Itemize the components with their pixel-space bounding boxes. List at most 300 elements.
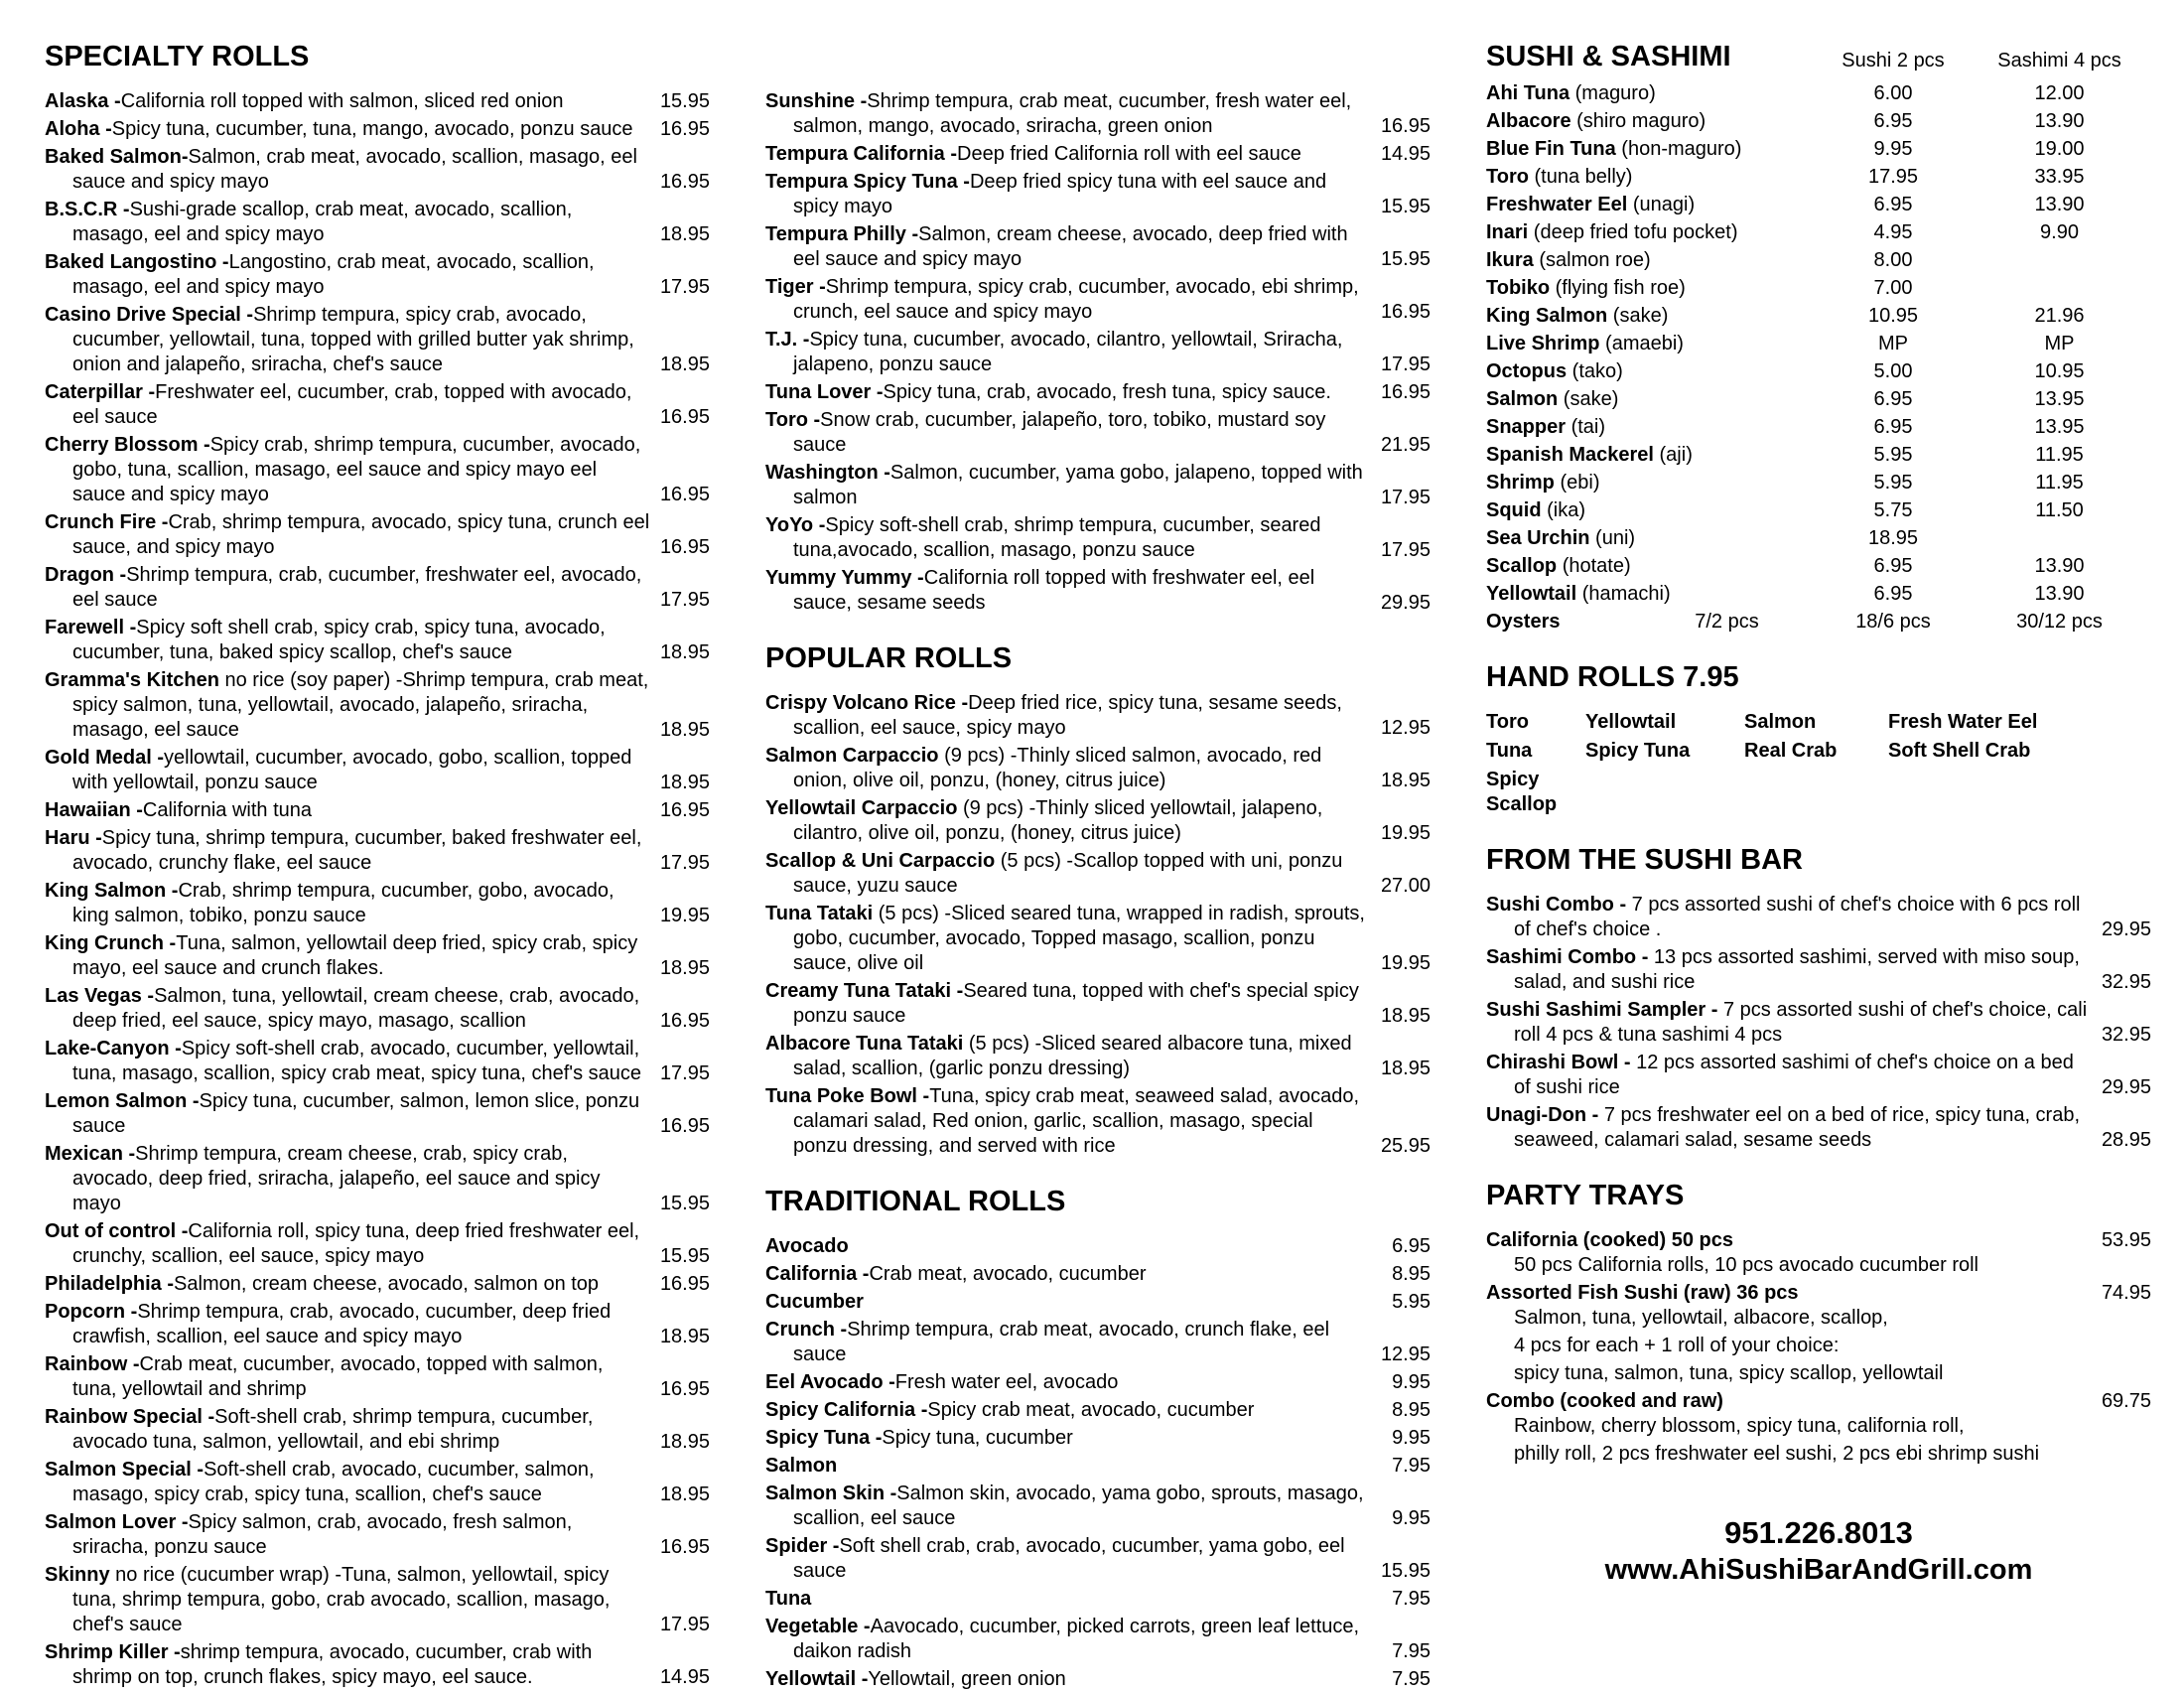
item-name: Yellowtail - [765, 1668, 869, 1690]
sashimi-price: 13.90 [2034, 194, 2085, 215]
sashimi-price: 11.50 [2035, 499, 2084, 521]
item-price: 8.95 [1392, 1399, 1431, 1421]
item-text: Out of control -California roll, spicy tuna, deep fried freshwater eel, crunchy, scallion, eel sauce, spicy mayo [45, 1220, 640, 1267]
item-price: 19.95 [1380, 952, 1431, 974]
item-price: 9.95 [1392, 1427, 1431, 1449]
hand-roll-item: Fresh Water Eel [1888, 711, 2038, 733]
menu-item [45, 1037, 710, 1086]
menu-item [45, 1219, 710, 1269]
item-name: Sushi Combo - [1486, 894, 1632, 916]
item-price: 29.95 [2101, 918, 2151, 940]
item-text: Spicy California -Spicy crab meat, avocado, cucumber [765, 1399, 1255, 1421]
menu-item [45, 798, 710, 823]
item-name: Tiger - [765, 276, 826, 298]
item-description-line: Rainbow, cherry blossom, spicy tuna, california roll, [1514, 1415, 1965, 1437]
menu-item [45, 1563, 710, 1637]
item-text: Haru -Spicy tuna, shrimp tempura, cucumber, baked freshwater eel, avocado, crunchy flake, eel sauce [45, 827, 642, 874]
item-price: 17.95 [1380, 487, 1431, 508]
item-name: California (cooked) 50 pcs [1486, 1229, 1733, 1251]
item-price: 14.95 [1380, 143, 1431, 165]
item-text: Baked Salmon-Salmon, crab meat, avocado, scallion, masago, eel sauce and spicy mayo [45, 146, 637, 193]
item-name-bold: Live Shrimp [1486, 333, 1600, 354]
item-name: Tempura California - [765, 143, 957, 165]
oysters-price-6pcs: 18/6 pcs [1855, 611, 1931, 633]
item-text: Rainbow Special -Soft-shell crab, shrimp tempura, cucumber, avocado tuna, salmon, yellowtail, and ebi shrimp [45, 1406, 594, 1453]
item-price: 15.95 [1380, 196, 1431, 217]
item-name-bold: Scallop [1486, 555, 1558, 577]
menu-item [45, 826, 710, 876]
item-price: 69.75 [2101, 1390, 2151, 1412]
item-name: Squid (ika) [1486, 499, 1585, 521]
item-text: Scallop & Uni Carpaccio (5 pcs) -Scallop topped with uni, ponzu sauce, yuzu sauce [765, 850, 1343, 897]
menu-item [45, 1352, 710, 1402]
item-price: 15.95 [1380, 1560, 1431, 1582]
menu-item [765, 1534, 1431, 1584]
menu-item [765, 902, 1431, 976]
menu-item [45, 198, 710, 247]
menu-item [765, 328, 1431, 377]
item-name: Combo (cooked and raw) [1486, 1390, 1723, 1412]
item-price: 16.95 [659, 1536, 710, 1558]
item-name-bold: Sea Urchin [1486, 527, 1590, 549]
item-price: 18.95 [659, 353, 710, 375]
sushi-sashimi-item [1486, 554, 2151, 579]
sashimi-price: 9.90 [2040, 221, 2079, 243]
item-price: 21.95 [1380, 434, 1431, 456]
item-name: Unagi-Don - [1486, 1104, 1604, 1126]
item-text: Tuna Lover -Spicy tuna, crab, avocado, fresh tuna, spicy sauce. [765, 381, 1331, 403]
item-text: T.J. -Spicy tuna, cucumber, avocado, cilantro, yellowtail, Sriracha, jalapeno, ponzu sauce [765, 329, 1343, 375]
item-name-bold: Squid [1486, 499, 1542, 521]
menu-item [45, 117, 710, 142]
website-url: www.AhiSushiBarAndGrill.com [1604, 1554, 2033, 1586]
sushi-price: 8.00 [1873, 249, 1913, 271]
menu-item [765, 461, 1431, 510]
item-name-bold: Shrimp [1486, 472, 1555, 494]
item-price: 25.95 [1380, 1135, 1431, 1157]
item-name: Blue Fin Tuna (hon-maguro) [1486, 138, 1742, 160]
item-name: Rainbow - [45, 1353, 140, 1375]
item-name-bold: Inari [1486, 221, 1529, 243]
item-name: Inari (deep fried tofu pocket) [1486, 221, 1738, 243]
hand-roll-item: Salmon [1744, 711, 1817, 733]
item-name: B.S.C.R - [45, 199, 130, 220]
sushi-sashimi-item [1486, 387, 2151, 412]
item-text: Mexican -Shrimp tempura, cream cheese, crab, spicy crab, avocado, deep fried, sriracha, jalapeño, eel sauce and spicy mayo [45, 1143, 601, 1214]
sushi-sashimi-item [1486, 81, 2151, 106]
menu-item [765, 744, 1431, 793]
item-text: Philadelphia -Salmon, cream cheese, avocado, salmon on top [45, 1273, 600, 1295]
item-price: 16.95 [659, 1273, 710, 1295]
item-name: Crunch Fire - [45, 511, 169, 533]
sushi-sashimi-header [1486, 40, 2151, 73]
item-price: 9.95 [1392, 1371, 1431, 1393]
sushi-price: 6.95 [1873, 416, 1913, 438]
item-name: Tuna Tataki [765, 903, 879, 924]
sashimi-price: 13.90 [2034, 583, 2085, 605]
item-name: Spanish Mackerel (aji) [1486, 444, 1693, 466]
menu-item [45, 145, 710, 195]
menu-item [765, 1084, 1431, 1159]
item-name: Crunch - [765, 1319, 848, 1341]
menu-item [765, 1398, 1431, 1423]
item-name: Gold Medal - [45, 747, 164, 769]
item-name: Tuna [765, 1588, 812, 1610]
item-name: Baked Langostino - [45, 251, 229, 273]
item-price: 9.95 [1392, 1507, 1431, 1529]
item-name: Vegetable - [765, 1616, 871, 1637]
item-name: Caterpillar - [45, 381, 156, 403]
item-price: 16.95 [1380, 301, 1431, 323]
sashimi-price: 13.95 [2034, 388, 2085, 410]
item-price: 18.95 [659, 957, 710, 979]
item-name: King Salmon - [45, 880, 179, 902]
item-name: Skinny [45, 1564, 116, 1586]
item-name: Scallop & Uni Carpaccio [765, 850, 1001, 872]
item-price: 17.95 [1380, 353, 1431, 375]
item-text: Casino Drive Special -Shrimp tempura, spicy crab, avocado, cucumber, yellowtail, tuna, topped with grilled butter yak shrimp, onion and jalapeño, sriracha, chef's sauce [45, 304, 634, 375]
item-price: 16.95 [659, 799, 710, 821]
menu-item [45, 931, 710, 981]
item-name: Scallop (hotate) [1486, 555, 1631, 577]
item-text: Sashimi Combo - 13 pcs assorted sashimi, served with miso soup, salad, and sushi rice [1486, 946, 2080, 993]
menu-item [765, 1587, 1431, 1612]
menu-item [765, 849, 1431, 899]
item-price: 12.95 [1380, 717, 1431, 739]
sashimi-price [1968, 526, 2151, 551]
section-title-sushi-sashimi: SUSHI & SASHIMI [1486, 41, 1731, 72]
item-name: Salmon Special - [45, 1459, 205, 1481]
item-name: Shrimp Killer - [45, 1641, 181, 1663]
item-text: Salmon Skin -Salmon skin, avocado, yama gobo, sprouts, masago, scallion, eel sauce [765, 1483, 1364, 1529]
item-description-line: spicy tuna, salmon, tuna, spicy scallop, yellowtail [1514, 1362, 1944, 1384]
item-name-bold: Albacore [1486, 110, 1571, 132]
item-text [765, 1234, 1382, 1259]
item-text [765, 1587, 1382, 1612]
item-price: 32.95 [2101, 971, 2151, 993]
menu-item [45, 879, 710, 928]
item-name: Shrimp (ebi) [1486, 472, 1600, 494]
sushi-sashimi-item [1486, 443, 2151, 468]
item-name: Rainbow Special - [45, 1406, 215, 1428]
sashimi-price: 11.95 [2035, 472, 2084, 494]
item-name: Albacore Tuna Tataki [765, 1033, 969, 1055]
item-name-bold: Snapper [1486, 416, 1567, 438]
item-name: Assorted Fish Sushi (raw) 36 pcs [1486, 1282, 1799, 1304]
menu-item [765, 1615, 1431, 1664]
item-text: Tempura Spicy Tuna -Deep fried spicy tuna with eel sauce and spicy mayo [765, 171, 1327, 217]
item-name: Ahi Tuna (maguro) [1486, 82, 1656, 104]
item-price: 16.95 [659, 484, 710, 505]
item-name: Lemon Salmon - [45, 1090, 200, 1112]
item-name: King Crunch - [45, 932, 177, 954]
item-name: Tempura Philly - [765, 223, 919, 245]
sashimi-price: 13.95 [2034, 416, 2085, 438]
item-text: King Salmon -Crab, shrimp tempura, cucumber, gobo, avocado, king salmon, tobiko, ponzu sauce [45, 880, 614, 926]
menu-item [765, 380, 1431, 405]
sushi-bar-list [1486, 893, 2151, 1153]
item-name: Creamy Tuna Tataki - [765, 980, 964, 1002]
item-description-line: 4 pcs for each + 1 roll of your choice: [1514, 1335, 1840, 1356]
item-price: 15.95 [659, 90, 710, 112]
sushi-price: 5.00 [1873, 360, 1913, 382]
menu-item [765, 408, 1431, 458]
item-name: Yummy Yummy - [765, 567, 924, 589]
section-title-specialty-rolls: SPECIALTY ROLLS [45, 41, 310, 72]
menu-item [45, 616, 710, 665]
section-title-popular-rolls: POPULAR ROLLS [765, 642, 1013, 674]
item-name: California - [765, 1263, 870, 1285]
sushi-sashimi-item [1486, 526, 2151, 551]
item-text: Farewell -Spicy soft shell crab, spicy crab, spicy tuna, avocado, cucumber, tuna, baked spicy scallop, chef's sauce [45, 617, 606, 663]
sushi-sashimi-item [1486, 415, 2151, 440]
item-text: Yummy Yummy -California roll topped with freshwater eel, eel sauce, sesame seeds [765, 567, 1315, 614]
menu-item [45, 984, 710, 1034]
sushi-price: 5.95 [1873, 472, 1913, 494]
sushi-sashimi-item [1486, 248, 2151, 273]
item-name-bold: Freshwater Eel [1486, 194, 1628, 215]
item-name: Freshwater Eel (unagi) [1486, 194, 1696, 215]
menu-item [1486, 893, 2151, 942]
item-text: California -Crab meat, avocado, cucumber [765, 1263, 1147, 1285]
menu-item [765, 513, 1431, 563]
item-name: Spider - [765, 1535, 840, 1557]
item-description-line: 50 pcs California rolls, 10 pcs avocado cucumber roll [1514, 1254, 1979, 1276]
item-text: Spicy Tuna -Spicy tuna, cucumber [765, 1427, 1073, 1449]
item-text: Eel Avocado -Fresh water eel, avocado [765, 1371, 1119, 1393]
sushi-price: 4.95 [1873, 221, 1913, 243]
menu-item [765, 979, 1431, 1029]
item-price: 29.95 [2101, 1076, 2151, 1098]
sushi-sashimi-list [1486, 81, 2151, 607]
menu-item [765, 1426, 1431, 1451]
item-name: King Salmon (sake) [1486, 305, 1669, 327]
item-name: Sea Urchin (uni) [1486, 527, 1636, 549]
item-text: Hawaiian -California with tuna [45, 799, 313, 821]
item-text [765, 1454, 1382, 1479]
menu-item [765, 275, 1431, 325]
item-price: 17.95 [659, 1062, 710, 1084]
item-name: Cherry Blossom - [45, 434, 210, 456]
party-trays-list [1486, 1228, 2151, 1467]
menu-item [765, 1290, 1431, 1315]
sushi-price: 6.95 [1873, 388, 1913, 410]
item-name: Hawaiian - [45, 799, 143, 821]
hand-roll-item: Real Crab [1744, 740, 1838, 762]
sushi-sashimi-item [1486, 359, 2151, 384]
sashimi-price: 21.96 [2034, 305, 2085, 327]
sushi-price: 5.75 [1873, 499, 1913, 521]
section-title-traditional-rolls: TRADITIONAL ROLLS [765, 1186, 1066, 1217]
item-price: 18.95 [1380, 1005, 1431, 1027]
specialty-rolls-list [45, 89, 710, 1690]
item-name: Gramma's Kitchen [45, 669, 225, 691]
item-name: T.J. - [765, 329, 810, 351]
item-name: Popcorn - [45, 1301, 138, 1323]
sushi-sashimi-item [1486, 304, 2151, 329]
item-price: 5.95 [1392, 1291, 1431, 1313]
item-text: King Crunch -Tuna, salmon, yellowtail deep fried, spicy crab, spicy mayo, eel sauce and crunch flakes. [45, 932, 638, 979]
item-name: Toro (tuna belly) [1486, 166, 1633, 188]
popular-rolls-list [765, 691, 1431, 1159]
item-price: 16.95 [659, 118, 710, 140]
item-text: Creamy Tuna Tataki -Seared tuna, topped with chef's special spicy ponzu sauce [765, 980, 1359, 1027]
menu-item [45, 380, 710, 430]
menu-item [765, 1318, 1431, 1367]
item-text: Skinny no rice (cucumber wrap) -Tuna, salmon, yellowtail, spicy tuna, shrimp tempura, gobo, crab avocado, scallion, masago, chef's sauce [45, 1564, 611, 1635]
hand-roll-item: Yellowtail [1585, 711, 1677, 733]
item-name: Avocado [765, 1235, 849, 1257]
party-tray-head [1486, 1228, 2151, 1253]
item-text: B.S.C.R -Sushi-grade scallop, crab meat, avocado, scallion, masago, eel and spicy mayo [45, 199, 573, 245]
item-text: Washington -Salmon, cucumber, yama gobo, jalapeno, topped with salmon [765, 462, 1363, 508]
item-name: Salmon (sake) [1486, 388, 1619, 410]
item-price: 7.95 [1392, 1640, 1431, 1662]
sushi-sashimi-item [1486, 220, 2151, 245]
menu-item [765, 1370, 1431, 1395]
sashimi-price-column-header: Sashimi 4 pcs [1997, 50, 2121, 71]
item-name: Tuna Lover - [765, 381, 884, 403]
item-price: 18.95 [1380, 1058, 1431, 1079]
item-text: Chirashi Bowl - 12 pcs assorted sashimi of chef's choice on a bed of sushi rice [1486, 1052, 2074, 1098]
column-sushi-sashimi [1486, 40, 2151, 1695]
item-text: Alaska -California roll topped with salmon, sliced red onion [45, 90, 564, 112]
item-price: 17.95 [1380, 539, 1431, 561]
item-text [765, 1290, 1382, 1315]
sashimi-price: 12.00 [2034, 82, 2085, 104]
item-price: 18.95 [659, 1326, 710, 1347]
item-name: Eel Avocado - [765, 1371, 895, 1393]
item-name: Sushi Sashimi Sampler - [1486, 999, 1723, 1021]
item-price: 15.95 [1380, 248, 1431, 270]
item-text: Yellowtail Carpaccio (9 pcs) -Thinly sliced yellowtail, jalapeno, cilantro, olive oil, ponzu, (honey, citrus juice) [765, 797, 1323, 844]
sushi-price: 6.00 [1873, 82, 1913, 104]
item-price: 8.95 [1392, 1263, 1431, 1285]
menu-item [765, 1454, 1431, 1479]
menu-item [765, 1032, 1431, 1081]
item-text: Caterpillar -Freshwater eel, cucumber, crab, topped with avocado, eel sauce [45, 381, 632, 428]
sushi-price: 6.95 [1873, 583, 1913, 605]
item-name: Lake-Canyon - [45, 1038, 182, 1059]
item-name: Aloha - [45, 118, 112, 140]
item-text: Tuna Poke Bowl -Tuna, spicy crab meat, seaweed salad, avocado, calamari salad, Red onion, garlic, scallion, masago, special ponzu dressing, and served with rice [765, 1085, 1360, 1157]
sashimi-price: MP [2044, 333, 2075, 354]
item-price: 18.95 [659, 772, 710, 793]
item-name-bold: Ikura [1486, 249, 1534, 271]
item-name: Philadelphia - [45, 1273, 175, 1295]
item-name: Octopus (tako) [1486, 360, 1623, 382]
menu-item [765, 170, 1431, 219]
menu-item [765, 566, 1431, 616]
item-text: Yellowtail -Yellowtail, green onion [765, 1668, 1066, 1690]
menu-item [765, 796, 1431, 846]
item-name: Yellowtail Carpaccio [765, 797, 963, 819]
menu-item [45, 89, 710, 114]
item-text: Vegetable -Aavocado, cucumber, picked carrots, green leaf lettuce, daikon radish [765, 1616, 1360, 1662]
item-price: 17.95 [659, 276, 710, 298]
item-price: 18.95 [659, 1483, 710, 1505]
menu-item [1486, 998, 2151, 1048]
item-price: 15.95 [659, 1245, 710, 1267]
hand-rolls-grid [1486, 710, 2151, 817]
sushi-price: 18.95 [1867, 527, 1919, 549]
item-price: 18.95 [1380, 770, 1431, 791]
item-text: Salmon Carpaccio (9 pcs) -Thinly sliced salmon, avocado, red onion, olive oil, ponzu, (honey, citrus juice) [765, 745, 1322, 791]
item-price: 16.95 [659, 406, 710, 428]
menu-item [45, 433, 710, 507]
sushi-price: 9.95 [1873, 138, 1913, 160]
sushi-sashimi-item [1486, 276, 2151, 301]
item-name: Ikura (salmon roe) [1486, 249, 1651, 271]
menu-item [1486, 945, 2151, 995]
menu-item [765, 142, 1431, 167]
item-price: 53.95 [2101, 1229, 2151, 1251]
item-name: Sunshine - [765, 90, 868, 112]
item-price: 19.95 [659, 905, 710, 926]
sushi-sashimi-item [1486, 165, 2151, 190]
sushi-sashimi-item [1486, 193, 2151, 217]
sushi-price: 6.95 [1873, 194, 1913, 215]
item-name: Haru - [45, 827, 102, 849]
item-name: Toro - [765, 409, 821, 431]
item-name: Washington - [765, 462, 890, 484]
item-text: Lemon Salmon -Spicy tuna, cucumber, salmon, lemon slice, ponzu sauce [45, 1090, 640, 1137]
sashimi-price: 19.00 [2034, 138, 2085, 160]
sushi-price-column-header: Sushi 2 pcs [1842, 50, 1945, 71]
item-price: 18.95 [659, 719, 710, 741]
phone-number: 951.226.8013 [1724, 1515, 1913, 1550]
item-description-line: philly roll, 2 pcs freshwater eel sushi, 2 pcs ebi shrimp sushi [1514, 1443, 2040, 1465]
item-price: 27.00 [1380, 875, 1431, 897]
item-text: Sunshine -Shrimp tempura, crab meat, cucumber, fresh water eel, salmon, mango, avocado, sriracha, green onion [765, 90, 1352, 137]
item-name-bold: King Salmon [1486, 305, 1608, 327]
section-title-hand-rolls: HAND ROLLS 7.95 [1486, 661, 1739, 693]
sushi-sashimi-item [1486, 137, 2151, 162]
item-name: Snapper (tai) [1486, 416, 1606, 438]
sushi-price: 10.95 [1867, 305, 1919, 327]
item-text: Spider -Soft shell crab, crab, avocado, cucumber, yama gobo, eel sauce [765, 1535, 1345, 1582]
menu-item [45, 1405, 710, 1455]
sashimi-price: 13.90 [2034, 555, 2085, 577]
item-name: Yellowtail (hamachi) [1486, 583, 1671, 605]
item-name-bold: Salmon [1486, 388, 1559, 410]
item-name-bold: Toro [1486, 166, 1529, 188]
item-text: Sushi Sashimi Sampler - 7 pcs assorted sushi of chef's choice, cali roll 4 pcs & tuna sashimi 4 pcs [1486, 999, 2088, 1046]
item-price: 7.95 [1392, 1455, 1431, 1477]
item-price: 18.95 [659, 641, 710, 663]
party-tray-head [1486, 1389, 2151, 1414]
item-price: 17.95 [659, 589, 710, 611]
item-name: Alaska - [45, 90, 121, 112]
item-text: Gramma's Kitchen no rice (soy paper) -Shrimp tempura, crab meat, spicy salmon, tuna, yellowtail, avocado, jalapeño, sriracha, masago, eel sauce [45, 669, 649, 741]
item-price: 19.95 [1380, 822, 1431, 844]
item-price: 15.95 [659, 1193, 710, 1214]
item-name: Salmon [765, 1455, 838, 1477]
item-price: 16.95 [659, 1115, 710, 1137]
item-price: 16.95 [1380, 381, 1431, 403]
item-text: Sushi Combo - 7 pcs assorted sushi of chef's choice with 6 pcs roll of chef's choice . [1486, 894, 2081, 940]
item-text: Tiger -Shrimp tempura, spicy crab, cucumber, avocado, ebi shrimp, crunch, eel sauce and spicy mayo [765, 276, 1359, 323]
menu-item [765, 1262, 1431, 1287]
item-price: 28.95 [2101, 1129, 2151, 1151]
item-name-bold: Spanish Mackerel [1486, 444, 1654, 466]
item-text: YoYo -Spicy soft-shell crab, shrimp tempura, cucumber, seared tuna,avocado, scallion, masago, ponzu sauce [765, 514, 1321, 561]
oysters-row [1486, 610, 2151, 635]
item-text: Crispy Volcano Rice -Deep fried rice, spicy tuna, sesame seeds, scallion, eel sauce, spicy mayo [765, 692, 1342, 739]
oysters-name: Oysters [1486, 611, 1561, 633]
item-name: Crispy Volcano Rice - [765, 692, 969, 714]
menu-item [1486, 1103, 2151, 1153]
